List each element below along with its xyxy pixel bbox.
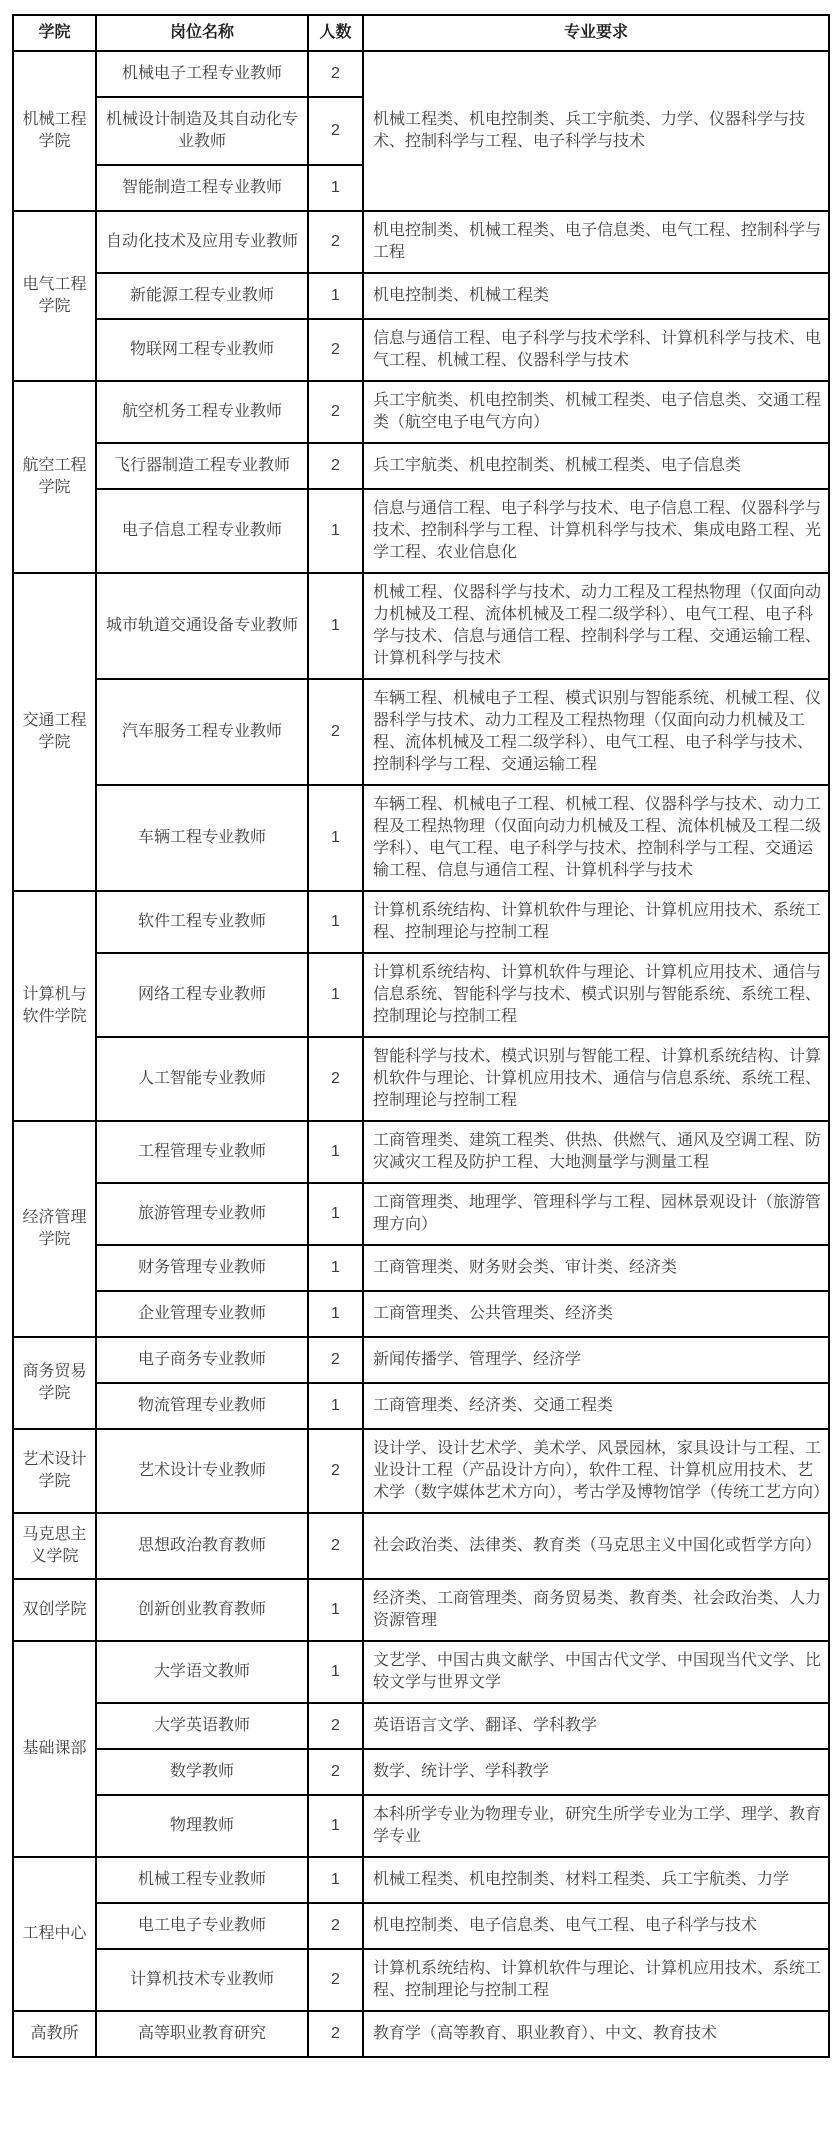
requirement-cell: 文艺学、中国古典文献学、中国古代文学、中国现当代文学、比较文学与世界文学 xyxy=(363,1641,829,1703)
college-cell: 基础课部 xyxy=(13,1641,96,1857)
requirement-cell: 信息与通信工程、电子科学与技术、电子信息工程、仪器科学与技术、控制科学与工程、计算机科学与技术、集成电路工程、光学工程、农业信息化 xyxy=(363,489,829,573)
table-row xyxy=(13,1641,829,1703)
position-cell: 艺术设计专业教师 xyxy=(96,1429,308,1513)
position-cell: 物理教师 xyxy=(96,1795,308,1857)
count-cell: 1 xyxy=(308,1121,363,1183)
count-cell: 1 xyxy=(308,573,363,679)
college-cell: 马克思主义学院 xyxy=(13,1513,96,1579)
requirement-cell: 机械工程类、机电控制类、材料工程类、兵工宇航类、力学 xyxy=(363,1857,829,1903)
college-cell: 交通工程学院 xyxy=(13,573,96,891)
position-cell: 新能源工程专业教师 xyxy=(96,273,308,319)
count-cell: 2 xyxy=(308,1749,363,1795)
table-row xyxy=(13,785,829,891)
table-row xyxy=(13,2011,829,2057)
table-row xyxy=(13,1513,829,1579)
table-row xyxy=(13,1121,829,1183)
count-cell: 2 xyxy=(308,1337,363,1383)
requirement-cell: 机电控制类、机械工程类 xyxy=(363,273,829,319)
count-cell: 2 xyxy=(308,1903,363,1949)
table-row xyxy=(13,51,829,97)
position-cell: 思想政治教育教师 xyxy=(96,1513,308,1579)
position-cell: 汽车服务工程专业教师 xyxy=(96,679,308,785)
header-position: 岗位名称 xyxy=(96,15,308,51)
count-cell: 2 xyxy=(308,1703,363,1749)
position-cell: 电子信息工程专业教师 xyxy=(96,489,308,573)
requirement-cell: 新闻传播学、管理学、经济学 xyxy=(363,1337,829,1383)
count-cell: 2 xyxy=(308,679,363,785)
requirement-cell: 工商管理类、地理学、管理科学与工程、园林景观设计（旅游管理方向） xyxy=(363,1183,829,1245)
count-cell: 1 xyxy=(308,1245,363,1291)
position-cell: 软件工程专业教师 xyxy=(96,891,308,953)
position-cell: 数学教师 xyxy=(96,1749,308,1795)
count-cell: 2 xyxy=(308,97,363,165)
position-cell: 财务管理专业教师 xyxy=(96,1245,308,1291)
table-row xyxy=(13,1857,829,1903)
position-cell: 电工电子专业教师 xyxy=(96,1903,308,1949)
position-cell: 旅游管理专业教师 xyxy=(96,1183,308,1245)
position-cell: 创新创业教育教师 xyxy=(96,1579,308,1641)
table-row xyxy=(13,443,829,489)
count-cell: 2 xyxy=(308,1037,363,1121)
college-cell: 艺术设计学院 xyxy=(13,1429,96,1513)
requirement-cell: 智能科学与技术、模式识别与智能工程、计算机系统结构、计算机软件与理论、计算机应用技术、通信与信息系统、系统工程、控制理论与控制工程 xyxy=(363,1037,829,1121)
table-header xyxy=(13,15,829,51)
position-cell: 大学英语教师 xyxy=(96,1703,308,1749)
table-row xyxy=(13,319,829,381)
requirement-cell: 工商管理类、建筑工程类、供热、供燃气、通风及空调工程、防灾减灾工程及防护工程、大地测量学与测量工程 xyxy=(363,1121,829,1183)
table-row xyxy=(13,1337,829,1383)
recruitment-table xyxy=(12,14,830,2058)
position-cell: 工程管理专业教师 xyxy=(96,1121,308,1183)
requirement-cell: 工商管理类、公共管理类、经济类 xyxy=(363,1291,829,1337)
position-cell: 电子商务专业教师 xyxy=(96,1337,308,1383)
requirement-cell: 机电控制类、电子信息类、电气工程、电子科学与技术 xyxy=(363,1903,829,1949)
requirement-cell: 机械工程类、机电控制类、兵工宇航类、力学、仪器科学与技术、控制科学与工程、电子科学与技术 xyxy=(363,51,829,211)
count-cell: 1 xyxy=(308,1383,363,1429)
table-row xyxy=(13,573,829,679)
requirement-cell: 信息与通信工程、电子科学与技术学科、计算机科学与技术、电气工程、机械工程、仪器科学与技术 xyxy=(363,319,829,381)
count-cell: 2 xyxy=(308,443,363,489)
college-cell: 电气工程学院 xyxy=(13,211,96,381)
table-row xyxy=(13,679,829,785)
college-cell: 商务贸易学院 xyxy=(13,1337,96,1429)
table-row xyxy=(13,1795,829,1857)
requirement-cell: 计算机系统结构、计算机软件与理论、计算机应用技术、通信与信息系统、智能科学与技术、模式识别与智能系统、系统工程、控制理论与控制工程 xyxy=(363,953,829,1037)
position-cell: 智能制造工程专业教师 xyxy=(96,165,308,211)
table-row xyxy=(13,273,829,319)
table-row xyxy=(13,1749,829,1795)
college-cell: 工程中心 xyxy=(13,1857,96,2011)
college-cell: 经济管理学院 xyxy=(13,1121,96,1337)
table-row xyxy=(13,1429,829,1513)
count-cell: 1 xyxy=(308,953,363,1037)
count-cell: 1 xyxy=(308,891,363,953)
count-cell: 1 xyxy=(308,1291,363,1337)
requirement-cell: 机械工程、仪器科学与技术、动力工程及工程热物理（仅面向动力机械及工程、流体机械及工程二级学科）、电气工程、电子科学与技术、信息与通信工程、控制科学与工程、交通运输工程、计算机科学与技术 xyxy=(363,573,829,679)
college-cell: 高教所 xyxy=(13,2011,96,2057)
requirement-cell: 工商管理类、财务财会类、审计类、经济类 xyxy=(363,1245,829,1291)
count-cell: 1 xyxy=(308,1183,363,1245)
count-cell: 1 xyxy=(308,489,363,573)
header-college: 学院 xyxy=(13,15,96,51)
table-row xyxy=(13,891,829,953)
count-cell: 1 xyxy=(308,1641,363,1703)
position-cell: 人工智能专业教师 xyxy=(96,1037,308,1121)
position-cell: 飞行器制造工程专业教师 xyxy=(96,443,308,489)
table-row xyxy=(13,1579,829,1641)
position-cell: 车辆工程专业教师 xyxy=(96,785,308,891)
count-cell: 2 xyxy=(308,1429,363,1513)
college-cell: 航空工程学院 xyxy=(13,381,96,573)
requirement-cell: 工商管理类、经济类、交通工程类 xyxy=(363,1383,829,1429)
position-cell: 高等职业教育研究 xyxy=(96,2011,308,2057)
position-cell: 物流管理专业教师 xyxy=(96,1383,308,1429)
count-cell: 1 xyxy=(308,1857,363,1903)
count-cell: 1 xyxy=(308,1579,363,1641)
count-cell: 2 xyxy=(308,1513,363,1579)
requirement-cell: 数学、统计学、学科教学 xyxy=(363,1749,829,1795)
requirement-cell: 车辆工程、机械电子工程、机械工程、仪器科学与技术、动力工程及工程热物理（仅面向动力机械及工程、流体机械及工程二级学科）、电气工程、电子科学与技术、控制科学与工程、交通运输工程、信息与通信工程、计算机科学与技术 xyxy=(363,785,829,891)
count-cell: 1 xyxy=(308,165,363,211)
position-cell: 航空机务工程专业教师 xyxy=(96,381,308,443)
table-row xyxy=(13,1245,829,1291)
table-row xyxy=(13,211,829,273)
position-cell: 计算机技术专业教师 xyxy=(96,1949,308,2011)
position-cell: 机械电子工程专业教师 xyxy=(96,51,308,97)
requirement-cell: 兵工宇航类、机电控制类、机械工程类、电子信息类、交通工程类（航空电子电气方向） xyxy=(363,381,829,443)
count-cell: 1 xyxy=(308,785,363,891)
requirement-cell: 英语语言文学、翻译、学科教学 xyxy=(363,1703,829,1749)
table-row xyxy=(13,1291,829,1337)
table-row xyxy=(13,489,829,573)
requirement-cell: 教育学（高等教育、职业教育）、中文、教育技术 xyxy=(363,2011,829,2057)
position-cell: 机械设计制造及其自动化专业教师 xyxy=(96,97,308,165)
header-requirement: 专业要求 xyxy=(363,15,829,51)
table-row xyxy=(13,1703,829,1749)
table-row xyxy=(13,1903,829,1949)
count-cell: 1 xyxy=(308,1795,363,1857)
count-cell: 2 xyxy=(308,1949,363,2011)
requirement-cell: 机电控制类、机械工程类、电子信息类、电气工程、控制科学与工程 xyxy=(363,211,829,273)
count-cell: 2 xyxy=(308,319,363,381)
count-cell: 2 xyxy=(308,381,363,443)
table-row xyxy=(13,1183,829,1245)
position-cell: 自动化技术及应用专业教师 xyxy=(96,211,308,273)
position-cell: 机械工程专业教师 xyxy=(96,1857,308,1903)
requirement-cell: 计算机系统结构、计算机软件与理论、计算机应用技术、系统工程、控制理论与控制工程 xyxy=(363,1949,829,2011)
college-cell: 机械工程学院 xyxy=(13,51,96,211)
header-count: 人数 xyxy=(308,15,363,51)
requirement-cell: 车辆工程、机械电子工程、模式识别与智能系统、机械工程、仪器科学与技术、动力工程及工程热物理（仅面向动力机械及工程、流体机械及工程二级学科）、电气工程、电子科学与技术、控制科学与工程、交通运输工程 xyxy=(363,679,829,785)
position-cell: 网络工程专业教师 xyxy=(96,953,308,1037)
college-cell: 双创学院 xyxy=(13,1579,96,1641)
position-cell: 企业管理专业教师 xyxy=(96,1291,308,1337)
position-cell: 大学语文教师 xyxy=(96,1641,308,1703)
table-row xyxy=(13,953,829,1037)
table-row xyxy=(13,381,829,443)
table-row xyxy=(13,1383,829,1429)
requirement-cell: 兵工宇航类、机电控制类、机械工程类、电子信息类 xyxy=(363,443,829,489)
position-cell: 物联网工程专业教师 xyxy=(96,319,308,381)
position-cell: 城市轨道交通设备专业教师 xyxy=(96,573,308,679)
header-row xyxy=(13,15,829,51)
requirement-cell: 计算机系统结构、计算机软件与理论、计算机应用技术、系统工程、控制理论与控制工程 xyxy=(363,891,829,953)
count-cell: 1 xyxy=(308,273,363,319)
count-cell: 2 xyxy=(308,2011,363,2057)
requirement-cell: 经济类、工商管理类、商务贸易类、教育类、社会政治类、人力资源管理 xyxy=(363,1579,829,1641)
table-row xyxy=(13,1949,829,2011)
college-cell: 计算机与软件学院 xyxy=(13,891,96,1121)
table-row xyxy=(13,1037,829,1121)
requirement-cell: 设计学、设计艺术学、美术学、风景园林，家具设计与工程、工业设计工程（产品设计方向），软件工程、计算机应用技术、艺术学（数字媒体艺术方向），考古学及博物馆学（传统工艺方向） xyxy=(363,1429,829,1513)
count-cell: 2 xyxy=(308,211,363,273)
count-cell: 2 xyxy=(308,51,363,97)
requirement-cell: 社会政治类、法律类、教育类（马克思主义中国化或哲学方向） xyxy=(363,1513,829,1579)
requirement-cell: 本科所学专业为物理专业，研究生所学专业为工学、理学、教育学专业 xyxy=(363,1795,829,1857)
table-body xyxy=(13,51,829,2057)
